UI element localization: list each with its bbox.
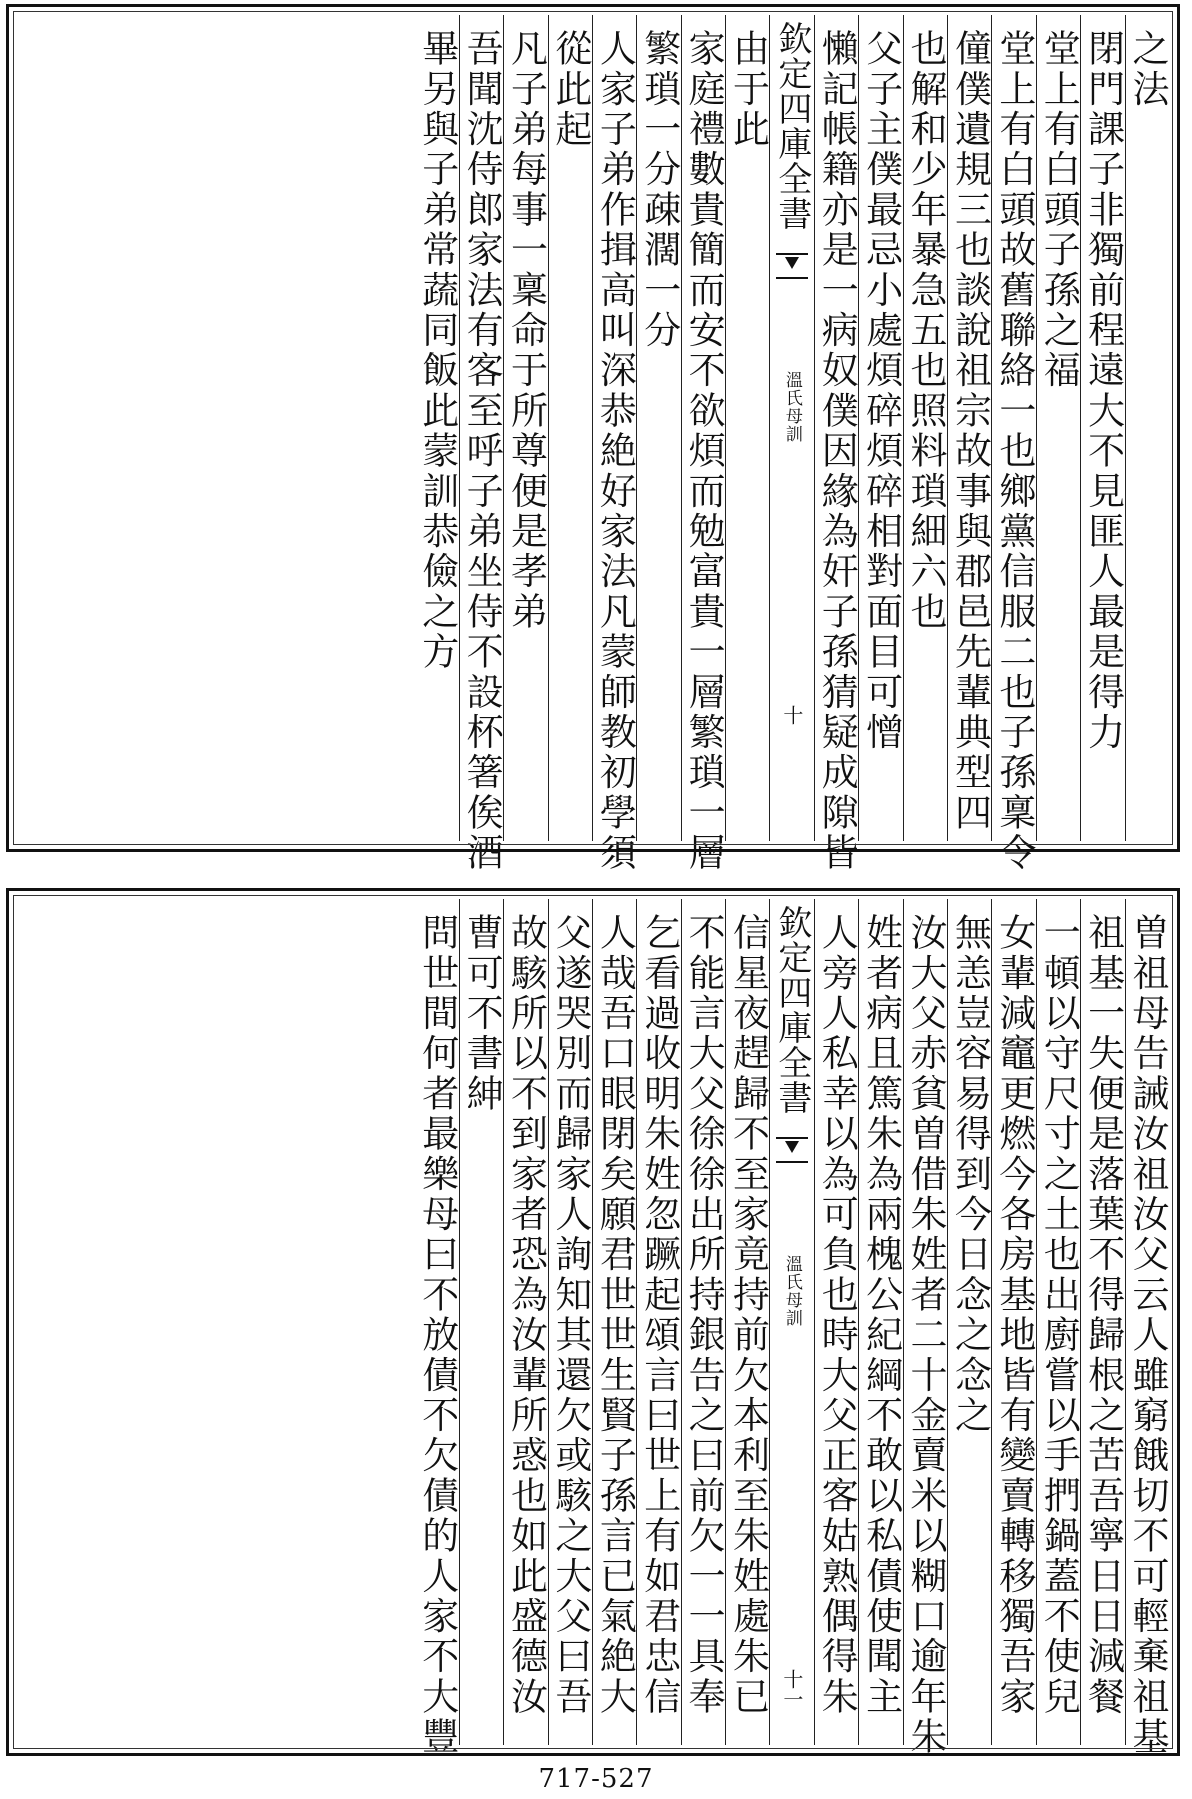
top-page (6, 4, 1180, 874)
text-column (858, 15, 902, 841)
column-text: 之法 (1126, 29, 1169, 110)
column-text: 從此起 (548, 29, 592, 150)
column-text: 畢另與子弟常蔬同飯此蒙訓恭儉之方 (415, 29, 459, 673)
center-banner (769, 899, 813, 1745)
banner-book-title: 溫氏母訓 (781, 1255, 802, 1327)
text-column (991, 899, 1035, 1745)
text-column (548, 15, 592, 841)
text-column (903, 15, 947, 841)
fish-tail-ornament (776, 253, 807, 279)
column-text: 堂上有白頭故舊聯絡一也鄉黨信服二也子孫稟令 (992, 29, 1036, 874)
column-text: 信星夜趕歸不至家竟持前欠本利至朱姓處朱已 (726, 913, 770, 1717)
text-column (1036, 899, 1080, 1745)
fish-tail-ornament (776, 1137, 807, 1163)
text-column (1125, 899, 1169, 1758)
column-text: 一頓以守尺寸之土也出廚嘗以手捫鍋蓋不使兒 (1037, 913, 1081, 1717)
text-column (414, 899, 459, 1758)
column-text: 祖基一失便是落葉不得歸根之苦吾寧日日減餐 (1081, 913, 1125, 1717)
column-text: 懶記帳籍亦是一病奴僕因緣為奸子孫猜疑成隙皆 (815, 29, 859, 874)
text-column (681, 899, 725, 1745)
text-column (1080, 899, 1124, 1745)
text-column (503, 15, 547, 841)
text-column (947, 15, 991, 841)
column-text: 不能言大父徐徐出所持銀告之曰前欠一一具奉 (682, 913, 726, 1717)
text-column (459, 899, 503, 1745)
text-column (681, 15, 726, 874)
text-column (725, 15, 769, 841)
bottom-page (6, 888, 1180, 1756)
text-column (592, 15, 637, 874)
column-text: 也解和少年暴急五也照料瑣細六也 (904, 29, 948, 632)
column-text: 人家子弟作揖高叫深恭絶好家法凡蒙師教初學須 (593, 29, 637, 874)
center-banner (769, 15, 813, 841)
column-text: 曹可不書紳 (460, 913, 504, 1114)
folio-number: 十一 (779, 1669, 804, 1709)
column-text: 繁瑣一分疎濶一分 (637, 29, 681, 351)
column-text: 僮僕遺規三也談說祖宗故事與郡邑先輩典型四 (948, 29, 992, 833)
column-text: 女輩減竈更燃今各房基地皆有變賣轉移獨吾家 (992, 913, 1036, 1717)
text-column (814, 15, 859, 874)
column-text: 由于此 (726, 29, 770, 150)
column-text: 堂上有白頭子孫之福 (1037, 29, 1081, 391)
text-column (459, 15, 504, 874)
column-text: 父子主僕最忌小處煩碎煩碎相對面目可憎 (859, 29, 903, 753)
banner-title: 欽定四庫全書 (771, 21, 812, 231)
text-column (725, 899, 769, 1745)
column-text: 乞看過收明朱姓忽蹶起頌言曰世上有如君忠信 (637, 913, 681, 1717)
banner-book-title: 溫氏母訓 (781, 371, 802, 443)
text-column (414, 15, 458, 841)
column-text: 姓者病且篤朱為兩槐公紀綱不敢以私債使聞主 (859, 913, 903, 1717)
text-column (592, 899, 636, 1745)
column-text: 父遂哭別而歸家人詢知其還欠或駭之大父曰吾 (548, 913, 592, 1717)
folio-number: 十 (779, 705, 804, 725)
text-column (991, 15, 1036, 874)
column-text: 無恙豈容易得到今日念之念之 (948, 913, 992, 1436)
text-column (814, 899, 858, 1745)
column-text: 人旁人私幸以為可負也時大父正客姑熟偶得朱 (815, 913, 859, 1717)
text-column (548, 899, 592, 1745)
column-text: 凡子弟每事一稟命于所尊便是孝弟 (504, 29, 548, 632)
column-text: 汝大父赤貧曽借朱姓者二十金賣米以糊口逾年朱 (904, 913, 948, 1758)
text-column (1036, 15, 1080, 841)
bottom-column-strip (17, 899, 1169, 1758)
text-column (636, 15, 680, 841)
column-text: 家庭禮數貴簡而安不欲煩而勉富貴一層繁瑣一層 (682, 29, 726, 874)
text-column (858, 899, 902, 1745)
column-text: 閉門課子非獨前程遠大不見匪人最是得力 (1081, 29, 1125, 753)
text-column (636, 899, 680, 1745)
text-column (1080, 15, 1124, 841)
column-text: 人哉吾口眼閉矣願君世世生賢子孫言已氣絶大 (593, 913, 637, 1717)
text-column (1125, 15, 1169, 841)
text-column (947, 899, 991, 1745)
column-text: 故駭所以不到家者恐為汝輩所惑也如此盛德汝 (504, 913, 548, 1717)
column-text: 吾聞沈侍郎家法有客至呼子弟坐侍不設杯箸俟酒 (460, 29, 504, 874)
column-text: 曽祖母告誡汝祖汝父云人雖窮餓切不可輕棄祖基 (1126, 913, 1169, 1758)
text-column (903, 899, 948, 1758)
text-column (503, 899, 547, 1745)
top-column-strip (17, 15, 1169, 874)
page-code: 717-527 (538, 1764, 654, 1794)
banner-title: 欽定四庫全書 (771, 905, 812, 1115)
column-text: 問世間何者最樂母曰不放債不欠債的人家不大豐 (415, 913, 459, 1758)
